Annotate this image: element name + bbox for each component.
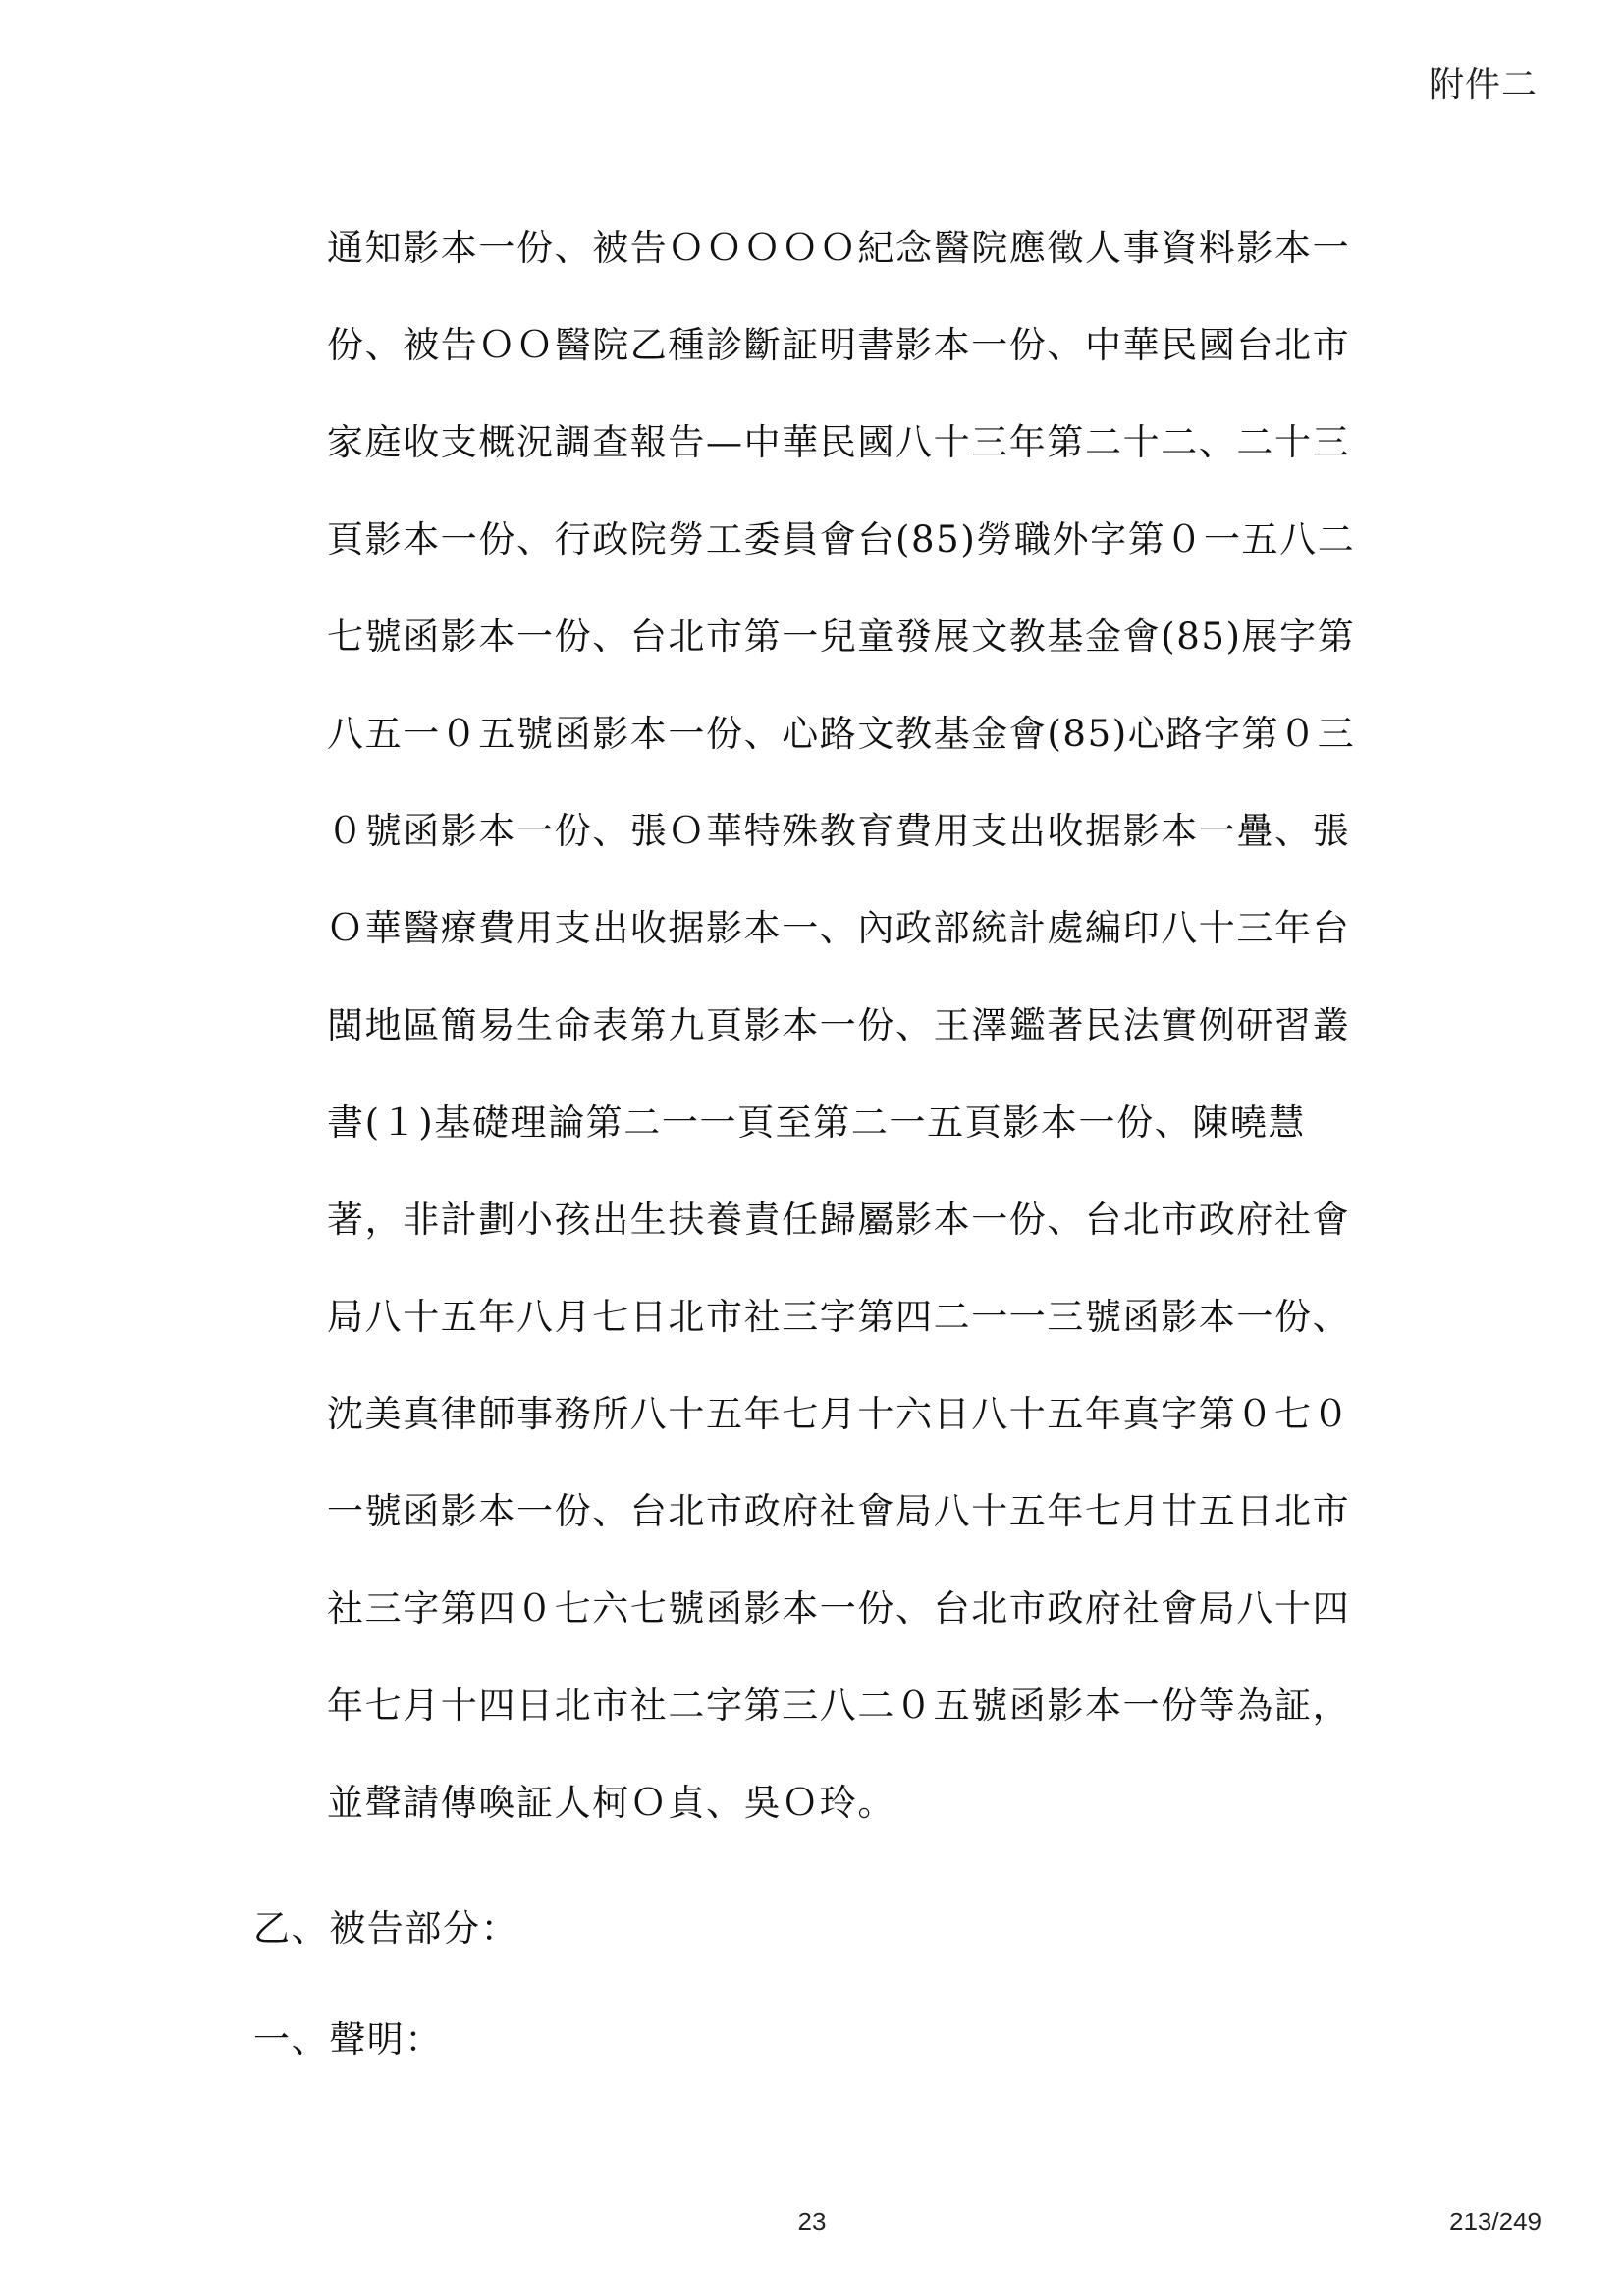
body-line: 沈美真律師事務所八十五年七月十六日八十五年真字第０七０	[327, 1393, 1351, 1435]
attachment-label: 附件二	[1428, 65, 1538, 105]
body-line: ０號函影本一份、張Ｏ華特殊教育費用支出收据影本一疊、張	[327, 810, 1351, 852]
page-count: 213/249	[1449, 2207, 1542, 2236]
body-line: 社三字第四０七六七號函影本一份、台北市政府社會局八十四	[327, 1587, 1351, 1629]
body-line: Ｏ華醫療費用支出收据影本一、內政部統計處編印八十三年台	[327, 907, 1351, 949]
body-line: 一號函影本一份、台北市政府社會局八十五年七月廿五日北市	[327, 1490, 1351, 1532]
body-line: 七號函影本一份、台北市第一兒童發展文教基金會(85)展字第	[327, 615, 1356, 658]
body-line: 書(１)基礎理論第二一一頁至第二一五頁影本一份、陳曉慧	[327, 1101, 1307, 1144]
page-number: 23	[797, 2207, 827, 2236]
document-body	[327, 214, 1368, 1866]
body-line: 局八十五年八月七日北市社三字第四二一一三號函影本一份、	[327, 1296, 1351, 1338]
body-line: 家庭收支概況調查報告—中華民國八十三年第二十二、二十三	[327, 421, 1351, 463]
section-heading-defendant-part: 乙、被告部分：	[253, 1907, 519, 1949]
body-line: 頁影本一份、行政院勞工委員會台(85)勞職外字第０一五八二	[327, 518, 1356, 561]
body-line: 八五一０五號函影本一份、心路文教基金會(85)心路字第０三	[327, 713, 1356, 755]
body-line: 通知影本一份、被告ＯＯＯＯＯ紀念醫院應徵人事資料影本一	[327, 227, 1351, 269]
body-line: 年七月十四日北市社二字第三八二０五號函影本一份等為証，	[327, 1684, 1351, 1727]
section-heading-statement: 一、聲明：	[253, 2018, 443, 2060]
body-line: 並聲請傳喚証人柯Ｏ貞、吳Ｏ玲。	[327, 1782, 895, 1824]
body-line: 閩地區簡易生命表第九頁影本一份、王澤鑑著民法實例研習叢	[327, 1004, 1351, 1046]
body-line: 著，非計劃小孩出生扶養責任歸屬影本一份、台北市政府社會	[327, 1199, 1351, 1241]
body-line: 份、被告ＯＯ醫院乙種診斷証明書影本一份、中華民國台北市	[327, 324, 1351, 366]
